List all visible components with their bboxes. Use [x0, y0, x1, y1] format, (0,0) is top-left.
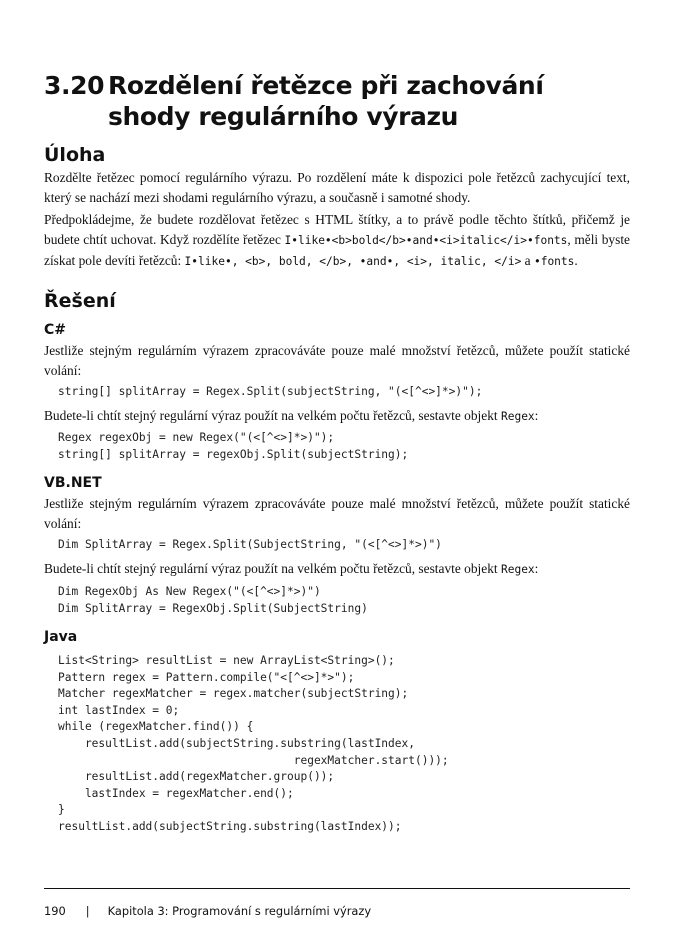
vbnet-intro-static: Jestliže stejným regulárním výrazem zpracováváte pouze malé množství řetězců, můžete použít statické volání:	[44, 496, 630, 531]
recipe-title: Rozdělení řetězce při zachování shody regulárního výrazu	[108, 71, 544, 131]
java-heading: Java	[44, 629, 78, 645]
csharp-object-code: Regex regexObj = new Regex("(<[^<>]*>)"); string[] splitArray = regexObj.Split(subjectString);	[58, 431, 409, 461]
running-chapter-title: Kapitola 3: Programování s regulárními výrazy	[107, 904, 372, 918]
csharp-intro-object: Budete-li chtít stejný regulární výraz použít na velkém počtu řetězců, sestavte objekt Regex:	[44, 408, 539, 423]
task-paragraph-2: Předpokládejme, že budete rozdělovat řetězec s HTML štítky, a to právě podle těchto štítků, přičemž je budete chtít uchovat. Když rozdělíte řetězec I•like•<b>bold</b>•and•<i>italic</i>•fonts, měli byste získat pole devíti řetězců: I•like•, <b>, bold, </b>, •and•, <i>, italic, </i> a •fonts.	[44, 212, 630, 268]
task-paragraph-1: Rozdělte řetězec pomocí regulárního výrazu. Po rozdělení máte k dispozici pole řetězců zachycující text, který se nachází mezi shodami regulárního výrazu, a současně i samotné shody.	[44, 170, 630, 205]
vbnet-object-code: Dim RegexObj As New Regex("(<[^<>]*>)") Dim SplitArray = RegexObj.Split(SubjectString)	[58, 585, 368, 615]
regex-class-name: Regex	[500, 563, 535, 576]
footer-separator: |	[85, 904, 90, 918]
java-code: List<String> resultList = new ArrayList<String>(); Pattern regex = Pattern.compile("<[^<>]*>"); Matcher regexMatcher = regex.matcher(subjectString); int lastIndex = 0; while (regexMatcher.find()) { resultList.add(subjectString.substring(lastIndex, regexMatcher.start())); resultList.add(regexMatcher.group()); lastIndex = regexMatcher.end(); } resultList.add(subjectString.substring(lastIndex));	[58, 654, 449, 833]
example-string: I•like•<b>bold</b>•and•<i>italic</i>•fonts	[284, 234, 568, 247]
csharp-static-code: string[] splitArray = Regex.Split(subjectString, "(<[^<>]*>)");	[58, 385, 483, 398]
csharp-intro-static: Jestliže stejným regulárním výrazem zpracováváte pouze malé množství řetězců, můžete použít statické volání:	[44, 343, 630, 378]
page-number: 190	[44, 904, 66, 918]
solution-heading: Řešení	[44, 290, 116, 312]
recipe-number: 3.20	[44, 71, 105, 100]
csharp-heading: C#	[44, 322, 67, 338]
vbnet-heading: VB.NET	[44, 475, 102, 491]
page-footer	[44, 888, 630, 918]
vbnet-static-code: Dim SplitArray = Regex.Split(SubjectString, "(<[^<>]*>)")	[58, 538, 442, 551]
task-heading: Úloha	[44, 144, 106, 166]
result-array-last: •fonts	[533, 255, 575, 268]
result-array-items: I•like•, <b>, bold, </b>, •and•, <i>, italic, </i>	[184, 255, 522, 268]
book-page	[44, 0, 630, 943]
recipe-heading	[44, 70, 630, 132]
regex-class-name: Regex	[500, 410, 535, 423]
vbnet-intro-object: Budete-li chtít stejný regulární výraz použít na velkém počtu řetězců, sestavte objekt Regex:	[44, 561, 539, 576]
